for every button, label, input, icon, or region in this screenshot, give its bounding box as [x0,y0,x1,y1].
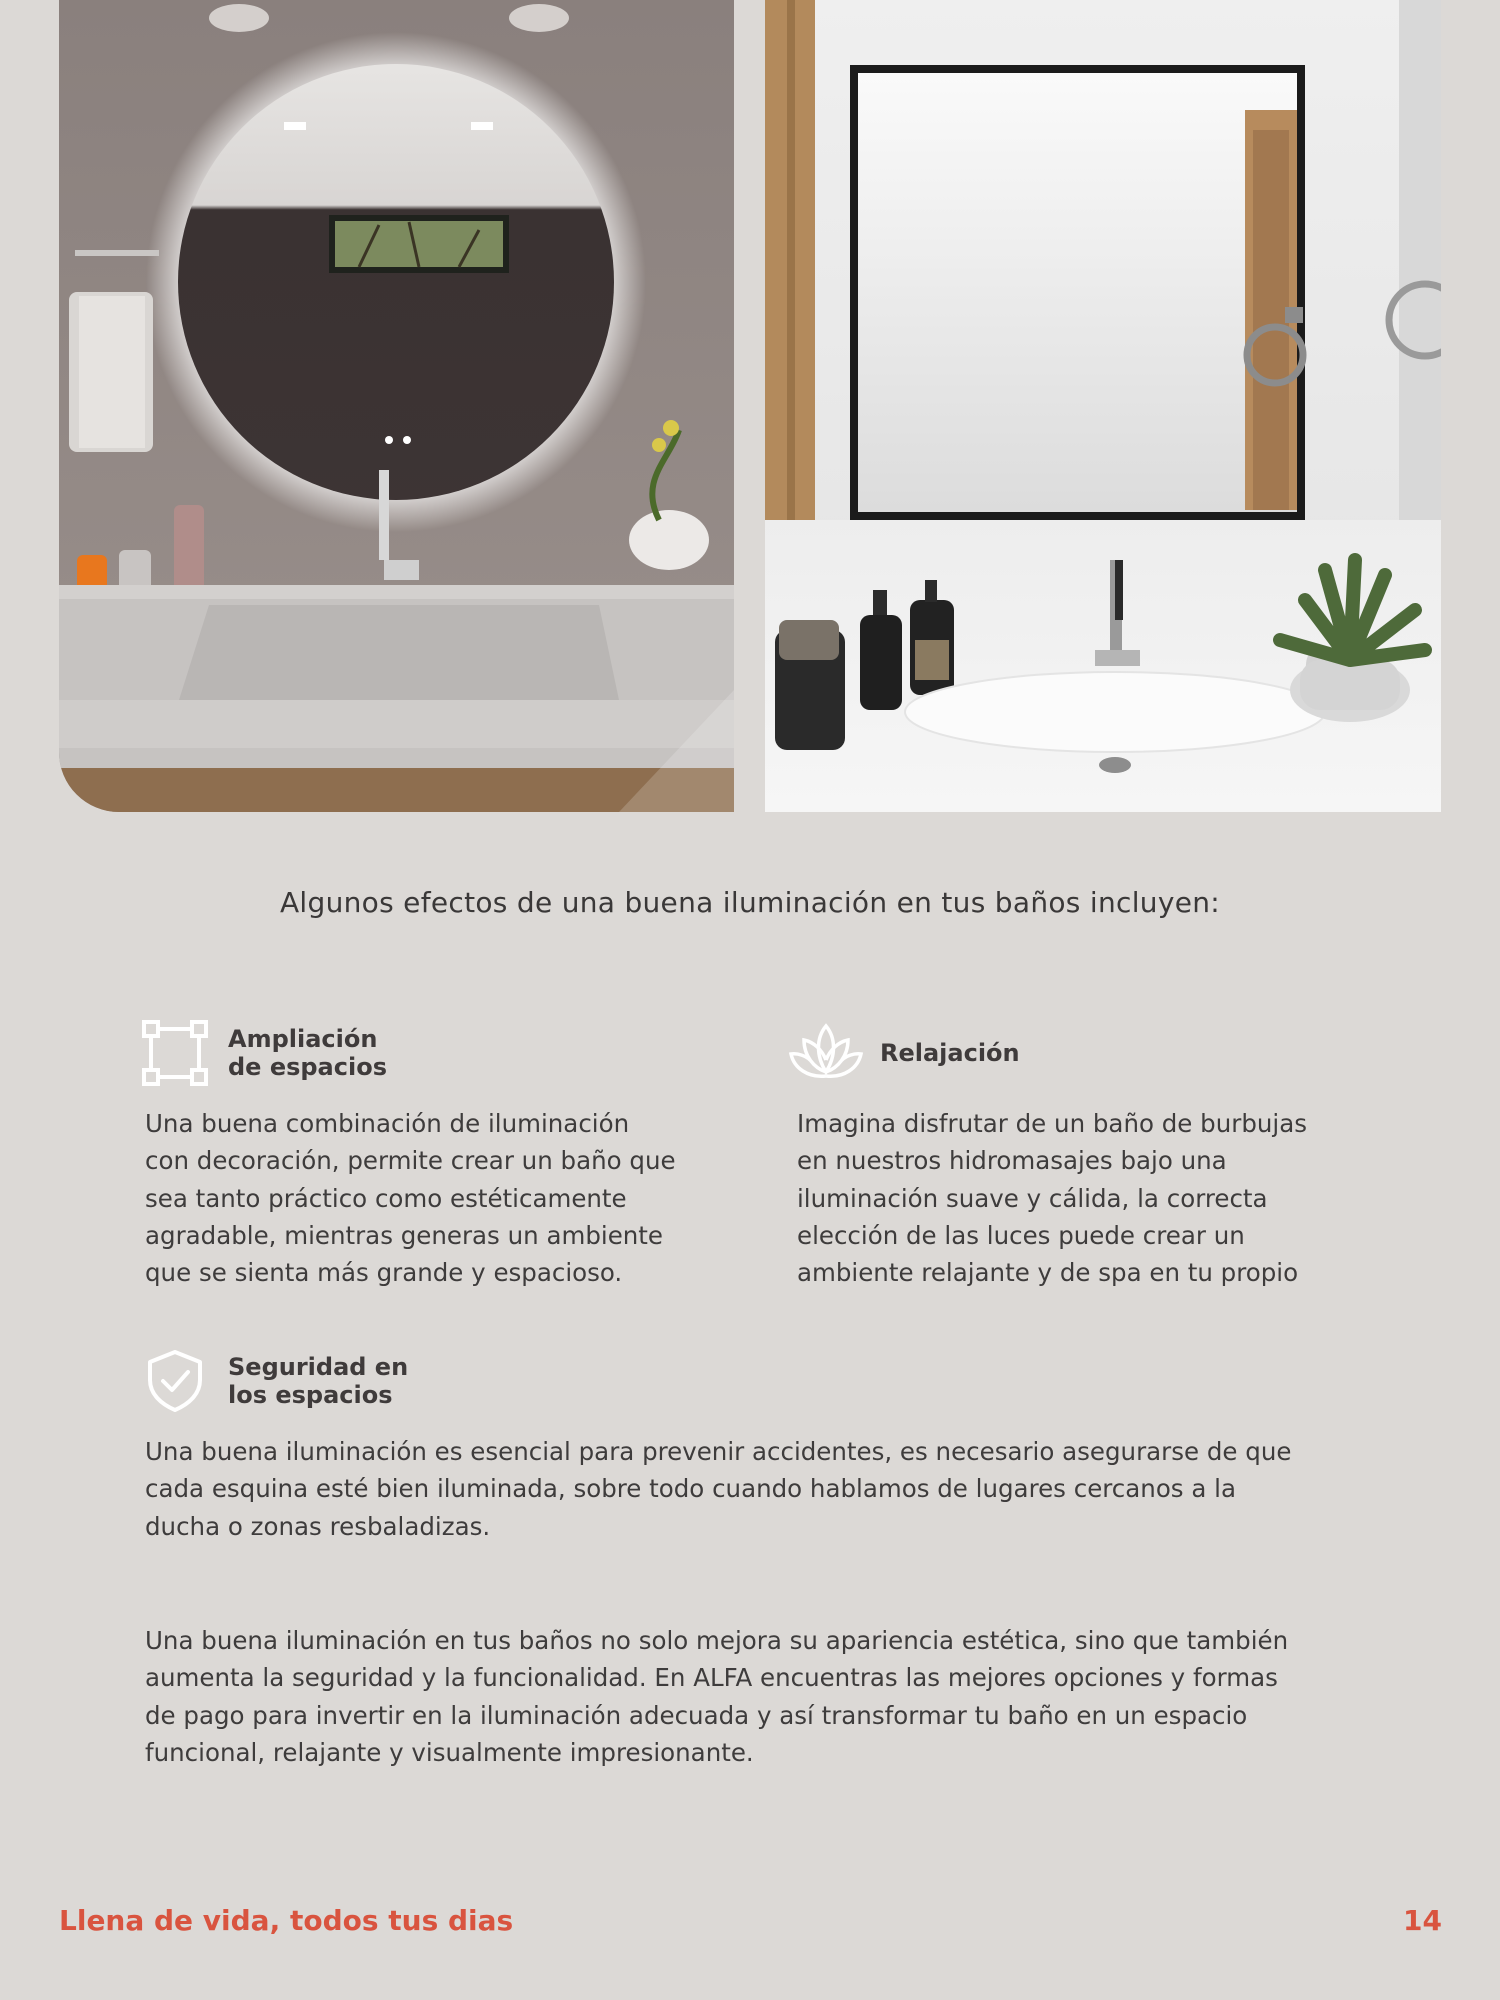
feature-title-seguridad: Seguridad en los espacios [228,1353,409,1409]
feature-text-relajacion: Imagina disfrutar de un baño de burbujas en nuestros hidromasajes bajo una iluminación suave y cálida, la correcta elección de las luces puede crear un ambiente relajante y de spa en tu propio [797,1109,1307,1288]
feature-header-seguridad [142,1348,408,1414]
feature-header-relajacion [788,1020,1020,1086]
page-number: 14 [1403,1904,1442,1937]
closing-paragraph: Una buena iluminación en tus baños no solo mejora su apariencia estética, sino que también aumenta la seguridad y la funcionalidad. En ALFA encuentras las mejores opciones y formas de pago para invertir en la iluminación adecuada y así transformar tu baño en un espacio funcional, relajante y visualmente impresionante. [145,1626,1289,1767]
bathroom-round-mirror-photo [59,0,734,812]
bathroom-square-mirror-photo [765,0,1441,812]
lotus-icon [788,1020,864,1086]
feature-text-seguridad: Una buena iluminación es esencial para prevenir accidentes, es necesario asegurarse de que cada esquina esté bien iluminada, sobre todo cuando hablamos de lugares cercanos a la ducha o zonas resbaladizas. [145,1437,1292,1541]
shield-check-icon [142,1348,208,1414]
intro-text: Algunos efectos de una buena iluminación en tus baños incluyen: [279,886,1221,919]
feature-title-relajacion: Relajación [880,1039,1020,1067]
expand-frame-icon [142,1020,208,1086]
feature-header-ampliacion [142,1020,387,1086]
footer-slogan: Llena de vida, todos tus dias [59,1904,514,1937]
feature-title-ampliacion: Ampliación de espacios [228,1025,387,1081]
feature-text-ampliacion: Una buena combinación de iluminación con decoración, permite crear un baño que sea tanto práctico como estéticamente agradable, mientras generas un ambiente que se sienta más grande y espacioso. [145,1109,676,1288]
